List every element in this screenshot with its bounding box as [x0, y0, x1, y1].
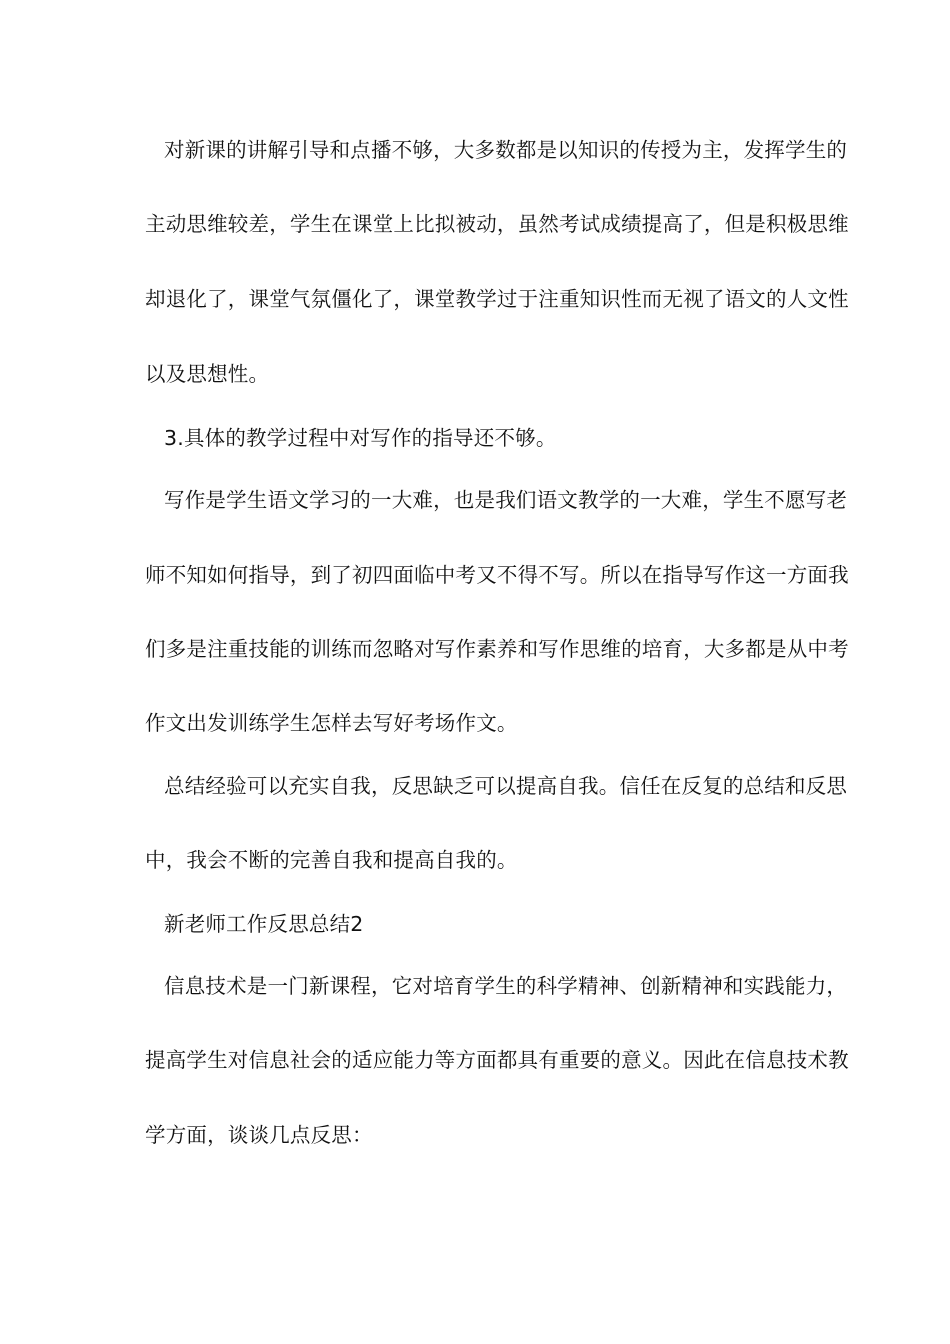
paragraph-line: 们多是注重技能的训练而忽略对写作素养和写作思维的培育，大多都是从中考 — [145, 637, 849, 661]
paragraph-line: 总结经验可以充实自我，反思缺乏可以提高自我。信任在反复的总结和反思 — [164, 774, 848, 798]
paragraph-line: 提高学生对信息社会的适应能力等方面都具有重要的意义。因此在信息技术教 — [145, 1048, 849, 1072]
section-title: 新老师工作反思总结2 — [164, 912, 364, 936]
paragraph-line: 师不知如何指导，到了初四面临中考又不得不写。所以在指导写作这一方面我 — [145, 563, 849, 587]
paragraph-line: 对新课的讲解引导和点播不够，大多数都是以知识的传授为主，发挥学生的 — [164, 138, 848, 162]
paragraph-line: 信息技术是一门新课程，它对培育学生的科学精神、创新精神和实践能力， — [164, 974, 848, 998]
paragraph-line: 却退化了，课堂气氛僵化了，课堂教学过于注重知识性而无视了语文的人文性 — [145, 287, 849, 311]
paragraph-line: 主动思维较差，学生在课堂上比拟被动，虽然考试成绩提高了，但是积极思维 — [145, 212, 849, 236]
paragraph-line: 作文出发训练学生怎样去写好考场作文。 — [145, 711, 518, 735]
paragraph-line: 学方面，谈谈几点反思： — [145, 1123, 373, 1147]
section-heading: 3.具体的教学过程中对写作的指导还不够。 — [164, 426, 557, 450]
paragraph-line: 写作是学生语文学习的一大难，也是我们语文教学的一大难，学生不愿写老 — [164, 488, 848, 512]
paragraph-line: 以及思想性。 — [145, 362, 270, 386]
paragraph-line: 中，我会不断的完善自我和提高自我的。 — [145, 848, 518, 872]
